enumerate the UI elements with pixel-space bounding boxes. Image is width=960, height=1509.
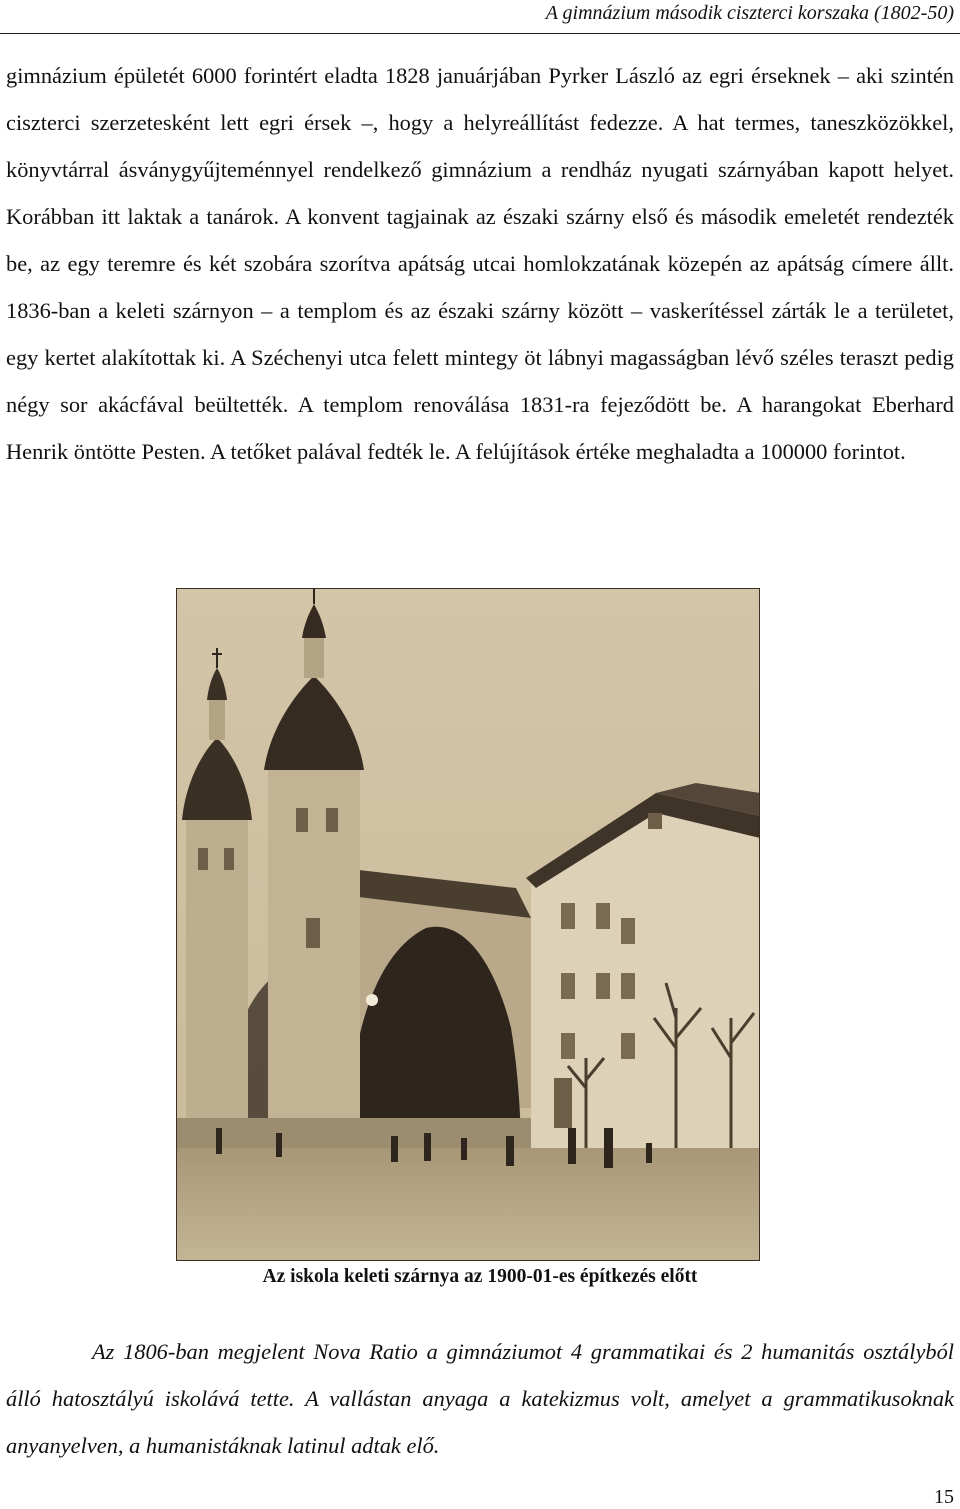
figure-caption: Az iskola keleti szárnya az 1900-01-es építkezés előtt <box>262 1266 698 1287</box>
running-header: A gimnázium második ciszterci korszaka (1802-50) <box>545 2 954 24</box>
header-rule <box>0 33 960 34</box>
page-number: 15 <box>934 1486 954 1508</box>
historical-photo <box>176 588 760 1261</box>
church-and-school-photo <box>176 588 760 1261</box>
body-paragraph-2: Az 1806-ban megjelent Nova Ratio a gimnáziumot 4 grammatikai és 2 humanitás osztályból álló hatosztályú iskolává tette. A vallástan anyaga a katekizmus volt, amelyet a grammatikusoknak anyanyelven, a humanistáknak latinul adtak elő. <box>6 1339 954 1458</box>
body-paragraph-1: gimnázium épületét 6000 forintért eladta 1828 januárjában Pyrker László az egri érseknek – aki szintén ciszterci szerzetesként lett egri érsek –, hogy a helyreállítást fedezze. A hat termes, taneszközökkel, könyvtárral ásványgyűjteménnyel rendelkező gimnázium a rendház nyugati szárnyában kapott helyet. Korábban itt laktak a tanárok. A konvent tagjainak az északi szárny első és második emeletét rendezték be, az egy teremre és két szobára szorítva apátság utcai homlokzatának közepén az apátság címere állt. 1836-ban a keleti szárnyon – a templom és az északi szárny között – vaskerítéssel zárták le a területet, egy kertet alakítottak ki. A Széchenyi utca felett mintegy öt lábnyi magasságban lévő széles teraszt pedig négy sor akácfával beültették. A templom renoválása 1831-ra fejeződött be. A harangokat Eberhard Henrik öntötte Pesten. A tetőket palával fedték le. A felújítások értéke meghaladta a 100000 forintot. <box>6 63 954 464</box>
